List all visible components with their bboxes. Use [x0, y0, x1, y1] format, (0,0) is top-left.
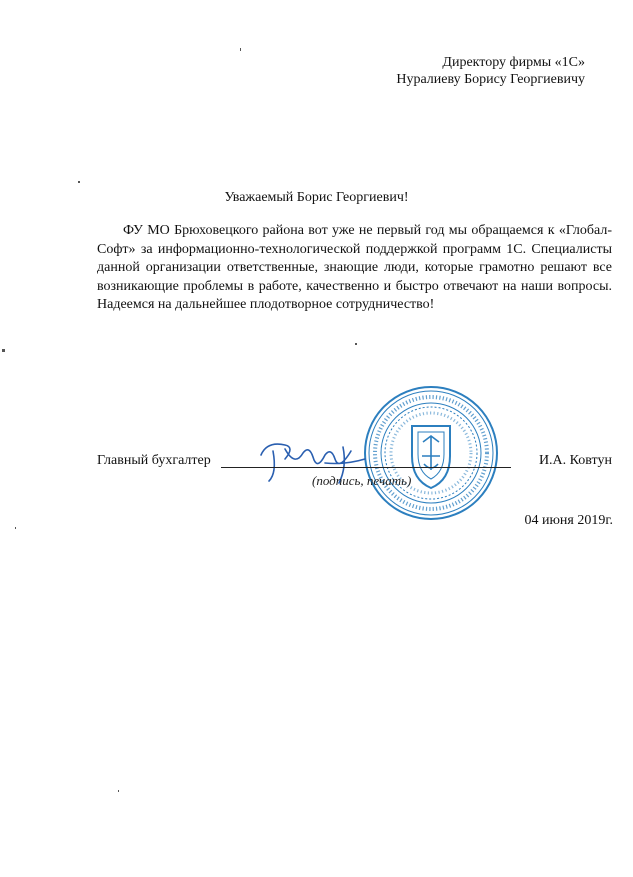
signature-caption: (подпись, печать) — [312, 473, 412, 488]
signature-row — [97, 453, 612, 493]
scan-speck — [2, 349, 5, 352]
signatory-role: Главный бухгалтер — [97, 453, 211, 468]
letter-date: 04 июня 2019г. — [524, 513, 613, 528]
scan-speck — [355, 343, 357, 345]
salutation: Уважаемый Борис Георгиевич! — [224, 190, 409, 205]
scan-speck — [78, 181, 80, 183]
scan-speck — [15, 527, 16, 529]
letter-body: ФУ МО Брюховецкого района вот уже не первый год мы обращаемся к «Глобал-Софт» за информационно-технологической поддержкой программ 1С. Специалисты данной организации ответственные, знающие люди, которые грамотно решают все возникающие проблемы в работе, качественно и быстро отвечают на наши вопросы. Надеемся на дальнейшее плодотворное сотрудничество! — [97, 223, 612, 312]
addressee-position: Директору фирмы «1С» — [442, 55, 585, 70]
addressee-block — [396, 54, 585, 88]
addressee-name: Нуралиеву Борису Георгиевичу — [396, 72, 585, 87]
scan-speck — [118, 790, 119, 792]
scan-speck — [240, 48, 241, 51]
signature-line — [221, 467, 511, 468]
signatory-name: И.А. Ковтун — [538, 453, 612, 468]
